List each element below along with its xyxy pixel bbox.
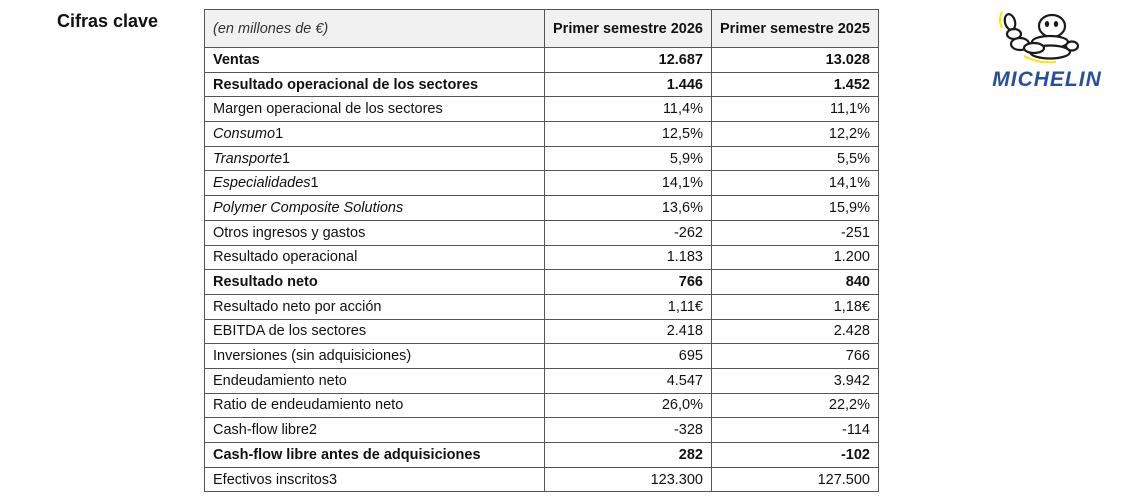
row-label: Transporte1 [205,146,545,171]
row-label: Consumo1 [205,122,545,147]
value-2026: -262 [545,220,712,245]
row-label: Cash-flow libre antes de adquisiciones [205,443,545,468]
table-row [205,344,879,369]
value-2026: 1.446 [545,72,712,97]
col-header-2026: Primer semestre 2026 [545,10,712,48]
value-2025: 1.452 [711,72,878,97]
table-header-row [205,10,879,48]
value-2026: 5,9% [545,146,712,171]
row-label: Margen operacional de los sectores [205,97,545,122]
table-row [205,146,879,171]
value-2025: 766 [711,344,878,369]
table-row [205,171,879,196]
value-2026: 11,4% [545,97,712,122]
value-2026: 4.547 [545,368,712,393]
value-2026: 2.418 [545,319,712,344]
row-label: Ratio de endeudamiento neto [205,393,545,418]
value-2025: 12,2% [711,122,878,147]
row-label: Especialidades1 [205,171,545,196]
value-2026: -328 [545,418,712,443]
value-2025: 11,1% [711,97,878,122]
table-row [205,122,879,147]
value-2025: -102 [711,443,878,468]
value-2026: 1,11€ [545,294,712,319]
value-2025: 127.500 [711,467,878,492]
row-label: Endeudamiento neto [205,368,545,393]
table-row [205,393,879,418]
row-label: Inversiones (sin adquisiciones) [205,344,545,369]
row-label: Cash-flow libre2 [205,418,545,443]
row-label: Resultado neto [205,270,545,295]
unit-header: (en millones de €) [205,10,545,48]
value-2026: 123.300 [545,467,712,492]
value-2025: 840 [711,270,878,295]
table-row [205,245,879,270]
value-2025: 1,18€ [711,294,878,319]
row-label: Resultado neto por acción [205,294,545,319]
row-label: Otros ingresos y gastos [205,220,545,245]
value-2025: 5,5% [711,146,878,171]
table-row [205,97,879,122]
table-row [205,48,879,73]
value-2026: 12.687 [545,48,712,73]
table-row [205,196,879,221]
table-row [205,368,879,393]
table-row [205,319,879,344]
table-row [205,72,879,97]
value-2026: 695 [545,344,712,369]
table-row [205,467,879,492]
row-label: Efectivos inscritos3 [205,467,545,492]
value-2025: 3.942 [711,368,878,393]
value-2025: 15,9% [711,196,878,221]
table-row [205,270,879,295]
value-2025: -114 [711,418,878,443]
value-2026: 12,5% [545,122,712,147]
value-2026: 26,0% [545,393,712,418]
value-2026: 14,1% [545,171,712,196]
value-2025: 22,2% [711,393,878,418]
row-label: EBITDA de los sectores [205,319,545,344]
value-2025: 14,1% [711,171,878,196]
row-label: Polymer Composite Solutions [205,196,545,221]
table-row [205,294,879,319]
value-2026: 13,6% [545,196,712,221]
value-2025: 13.028 [711,48,878,73]
value-2025: 1.200 [711,245,878,270]
michelin-man-icon [972,8,1122,70]
table-row [205,220,879,245]
col-header-2025: Primer semestre 2025 [711,10,878,48]
value-2026: 766 [545,270,712,295]
value-2026: 282 [545,443,712,468]
value-2025: -251 [711,220,878,245]
michelin-wordmark: MICHELIN [992,68,1102,91]
michelin-logo [972,8,1122,90]
value-2026: 1.183 [545,245,712,270]
table-row [205,418,879,443]
row-label: Ventas [205,48,545,73]
row-label: Resultado operacional de los sectores [205,72,545,97]
value-2025: 2.428 [711,319,878,344]
table-row [205,443,879,468]
page-title: Cifras clave [57,11,159,31]
key-figures-table [204,9,879,492]
row-label: Resultado operacional [205,245,545,270]
